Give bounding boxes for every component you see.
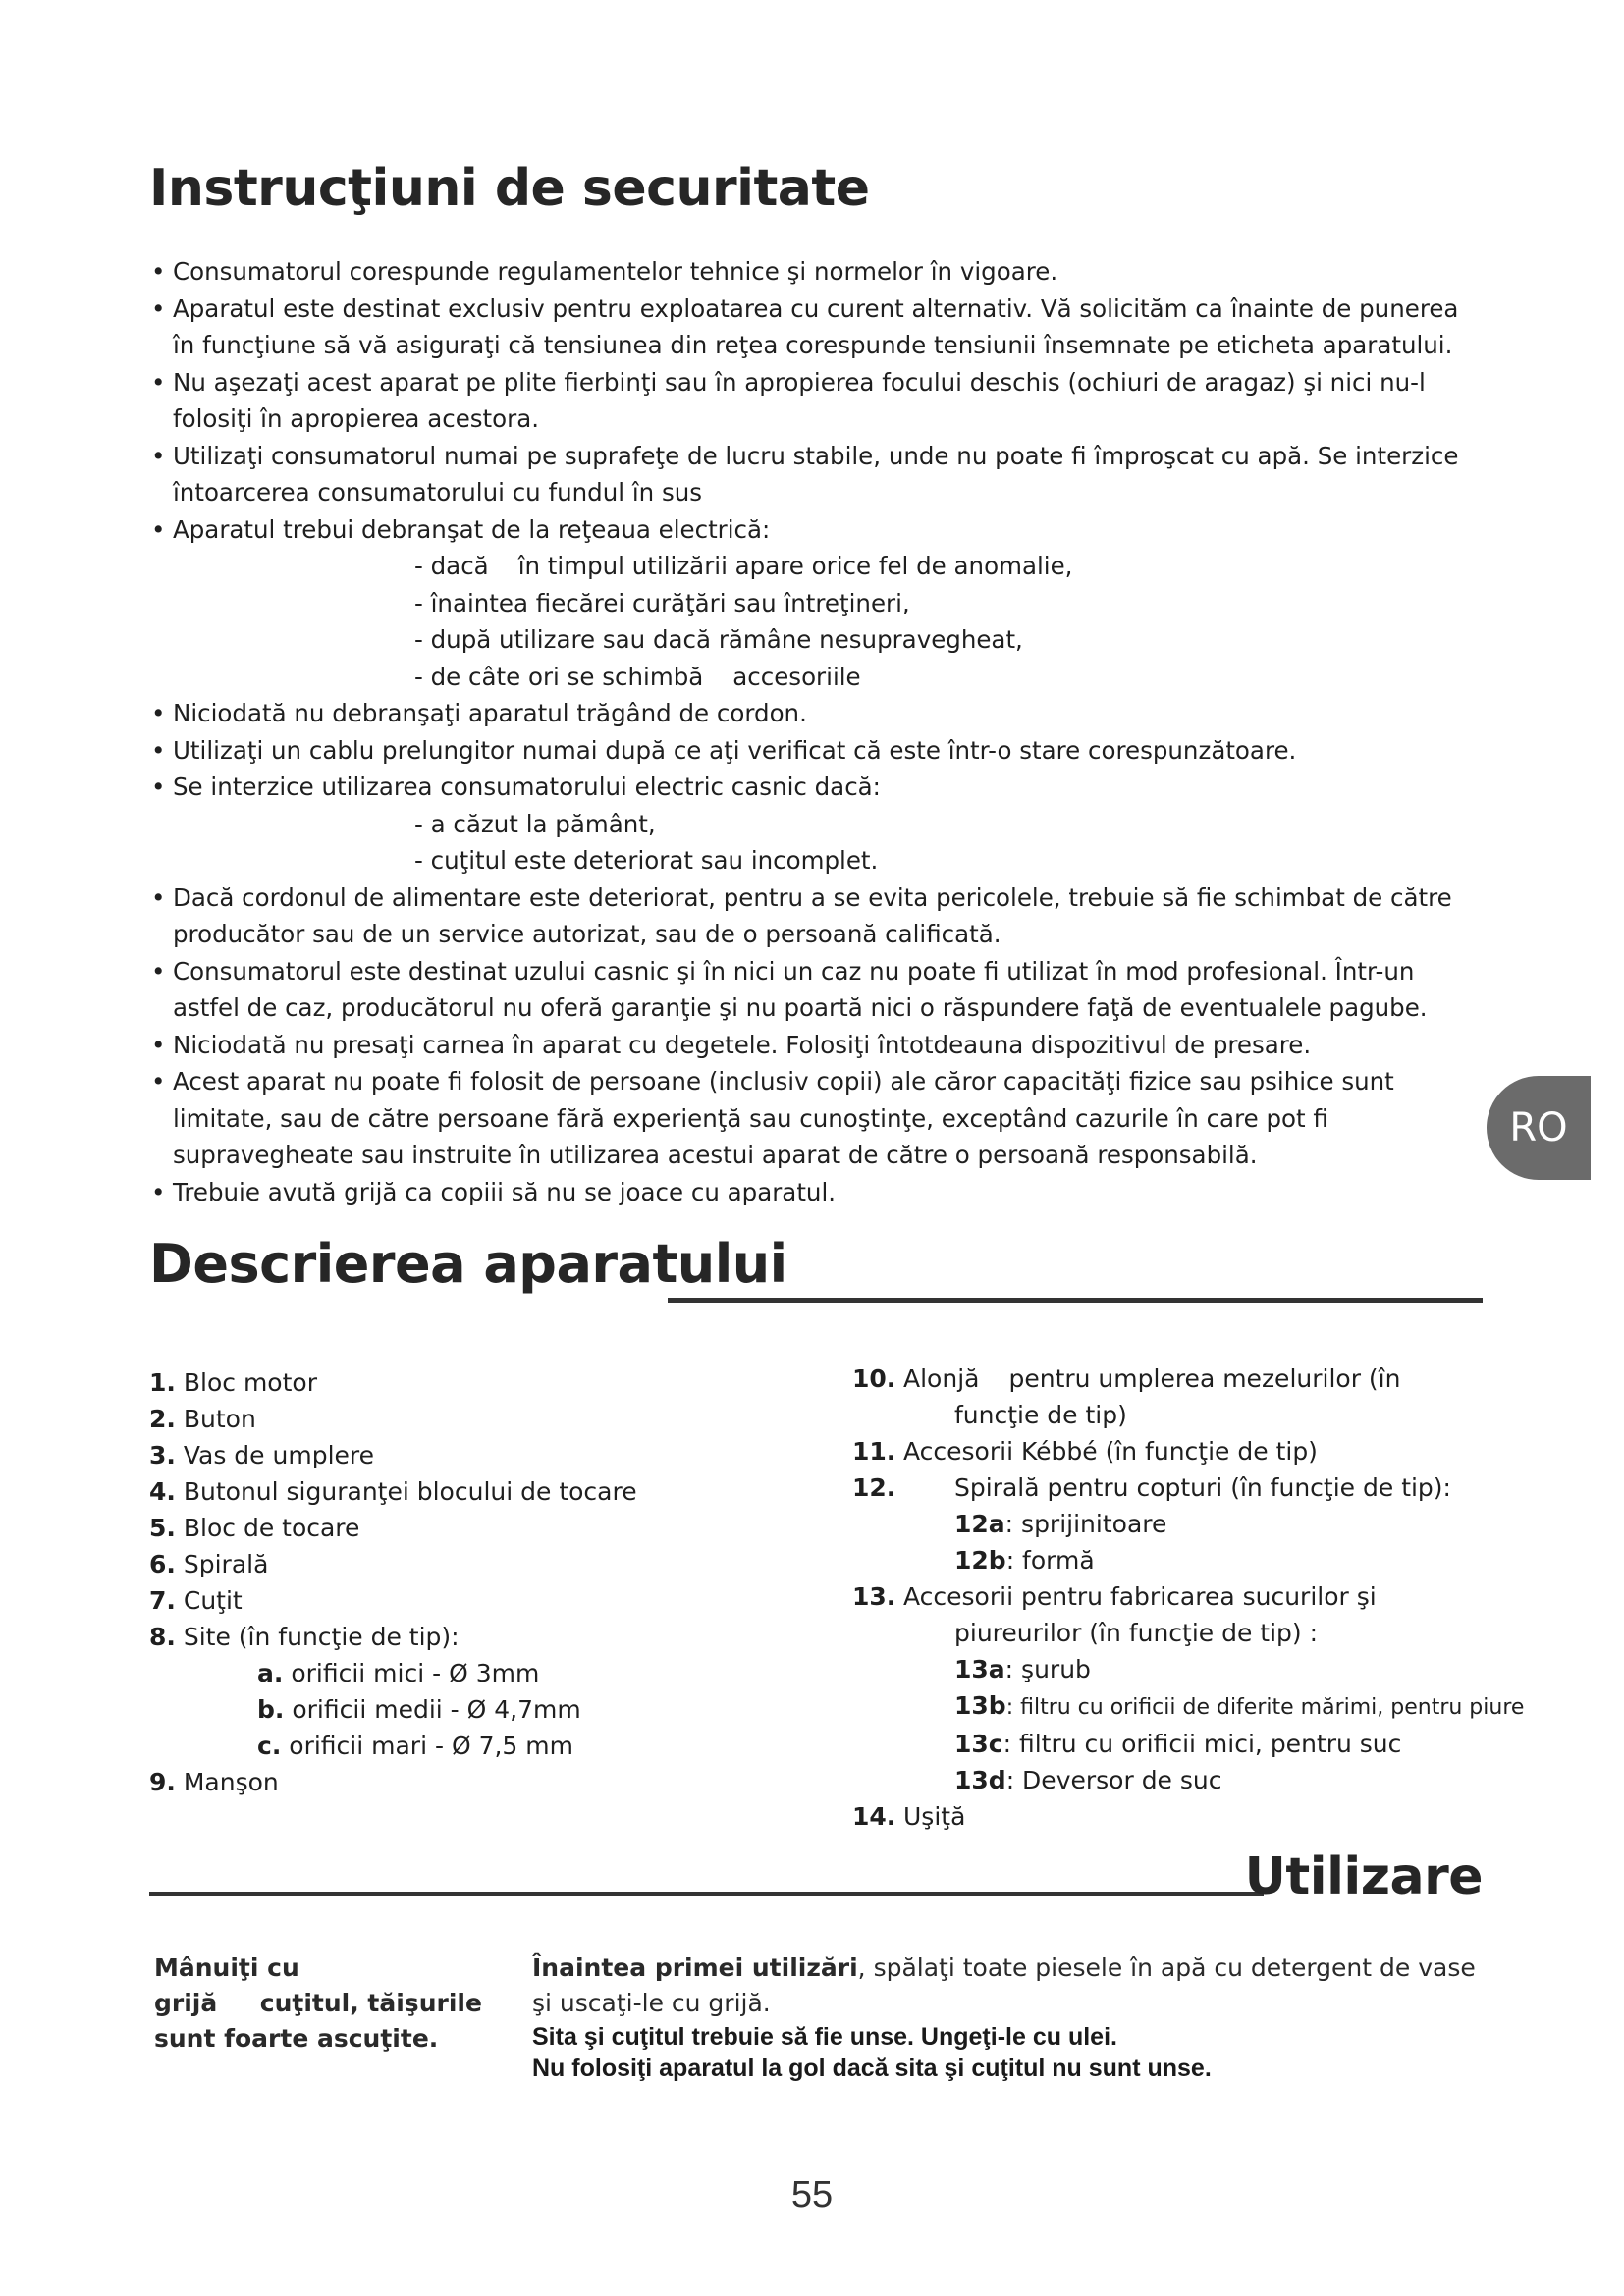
safety-item: • Dacă cordonul de alimentare este deteriorat, pentru a se evita pericolele, trebuie să fie schimbat de către producător sau de un service autorizat, sau de o persoană calificată.: [149, 880, 1485, 953]
part-label: Vas de umplere: [183, 1441, 375, 1469]
part-label: : sprijinitoare: [1004, 1510, 1167, 1538]
part-item: [852, 1433, 1530, 1469]
part-number: 13c: [954, 1730, 1003, 1758]
part-item: [149, 1546, 778, 1582]
safety-subitem: [149, 842, 1485, 880]
part-number: 11.: [852, 1437, 896, 1466]
safety-item: • Trebuie avută grijă ca copiii să nu se joace cu aparatul.: [149, 1174, 1485, 1211]
part-item: [852, 1798, 1530, 1835]
safety-item: • Niciodată nu debranşaţi aparatul trăgând de cordon.: [149, 695, 1485, 732]
safety-subitem: [149, 659, 1485, 696]
part-item: [852, 1361, 1530, 1397]
part-label: orificii mici - Ø 3mm: [291, 1659, 540, 1687]
part-label: Uşiţă: [903, 1802, 966, 1831]
part-item: [852, 1651, 1530, 1687]
safety-subitem-text: - după utilizare sau dacă rămâne nesupravegheat,: [414, 625, 1023, 654]
safety-item: • Acest aparat nu poate fi folosit de persoane (inclusiv copii) ale căror capacităţi fizice sau psihice sunt limitate, sau de către persoane fără experienţă sau cunoştinţe, exceptând cazurile în care pot fi supravegheate sau instruite în utilizarea acestui aparat de către o persoană responsabilă.: [149, 1063, 1485, 1174]
safety-subitem-text-2: în timpul utilizării apare orice fel de anomalie,: [517, 552, 1073, 580]
part-item: [149, 1510, 778, 1546]
part-label: Cuţit: [183, 1586, 243, 1615]
part-item: [149, 1691, 778, 1728]
safety-subitem: [149, 548, 1485, 585]
usage-title: Utilizare: [1244, 1847, 1483, 1906]
usage-title-rule: [149, 1892, 1264, 1896]
part-number: 7.: [149, 1586, 176, 1615]
part-label: Alonjă: [903, 1364, 980, 1393]
parts-list-right: [852, 1361, 1530, 1835]
part-label: Buton: [183, 1405, 256, 1433]
language-tab: RO: [1487, 1076, 1591, 1180]
part-number: 1.: [149, 1368, 176, 1397]
safety-item: • Consumatorul corespunde regulamentelor tehnice şi normelor în vigoare.: [149, 253, 1485, 291]
part-item: [149, 1619, 778, 1655]
part-label: orificii medii - Ø 4,7mm: [292, 1695, 581, 1724]
part-number: 9.: [149, 1768, 176, 1796]
part-label: Spirală pentru copturi (în funcţie de tip):: [954, 1473, 1451, 1502]
part-label: Bloc motor: [183, 1368, 317, 1397]
part-number: 12b: [954, 1546, 1006, 1575]
part-label: orificii mari - Ø 7,5 mm: [289, 1732, 573, 1760]
part-item: [852, 1615, 1530, 1651]
part-number: 8.: [149, 1623, 176, 1651]
safety-list: [149, 253, 1485, 1210]
part-item: [852, 1506, 1530, 1542]
part-label: Accesorii pentru fabricarea sucurilor şi: [903, 1582, 1377, 1611]
safety-item: • Niciodată nu presaţi carnea în aparat cu degetele. Folosiţi întotdeauna dispozitivul de presare.: [149, 1027, 1485, 1064]
part-label: Site (în funcţie de tip):: [183, 1623, 460, 1651]
knife-warning: [154, 1950, 508, 2056]
part-number: 13a: [954, 1655, 1005, 1683]
part-label: funcţie de tip): [954, 1401, 1127, 1429]
part-label: : filtru cu orificii mici, pentru suc: [1002, 1730, 1402, 1758]
first-use-instructions: [532, 1950, 1494, 2084]
part-label: : Deversor de suc: [1005, 1766, 1222, 1794]
part-number: 12.: [852, 1473, 896, 1502]
safety-subitem-text: - înaintea fiecărei curăţări sau întreţineri,: [414, 588, 910, 617]
part-label-continued: pentru umplerea mezelurilor (în: [1008, 1364, 1401, 1393]
safety-item: • Se interzice utilizarea consumatorului electric casnic dacă:: [149, 769, 1485, 806]
part-number: 14.: [852, 1802, 896, 1831]
part-number: 10.: [852, 1364, 896, 1393]
part-label: Bloc de tocare: [183, 1514, 360, 1542]
part-item: [149, 1364, 778, 1401]
parts-list-left: [149, 1364, 778, 1800]
part-item: [852, 1542, 1530, 1578]
safety-item: • Consumatorul este destinat uzului casnic şi în nici un caz nu poate fi utilizat în mod profesional. Într-un astfel de caz, producătorul nu oferă garanţie şi nu poartă nici o răspundere faţă de eventualele pagube.: [149, 953, 1485, 1027]
part-number: 13b: [954, 1691, 1006, 1720]
part-item: [852, 1397, 1530, 1433]
part-number: c.: [257, 1732, 282, 1760]
first-use-text: [532, 1950, 1494, 2021]
safety-item: • Aparatul este destinat exclusiv pentru exploatarea cu curent alternativ. Vă solicităm ca înainte de punerea în funcţiune să vă asiguraţi că tensiunea din reţea corespunde tensiunii însemnate pe eticheta aparatului.: [149, 291, 1485, 364]
part-item: [852, 1726, 1530, 1762]
safety-item: • Aparatul trebui debranşat de la reţeaua electrică:: [149, 511, 1485, 549]
part-item: [149, 1764, 778, 1800]
part-number: 13.: [852, 1582, 896, 1611]
part-item: [149, 1582, 778, 1619]
part-number: 4.: [149, 1477, 176, 1506]
safety-subitem-text: - a căzut la pământ,: [414, 809, 656, 838]
safety-subitem-text: - cuţitul este deteriorat sau incomplet.: [414, 846, 879, 875]
part-item: [149, 1728, 778, 1764]
knife-warning-part1: Mânuiţi cu grijă: [154, 1953, 299, 2017]
part-label: : filtru cu orificii de diferite mărimi, pentru piure: [1005, 1695, 1525, 1720]
description-title: Descrierea aparatului: [149, 1233, 787, 1295]
part-item: [852, 1762, 1530, 1798]
part-item: [149, 1655, 778, 1691]
part-number: 2.: [149, 1405, 176, 1433]
safety-subitem: [149, 585, 1485, 622]
safety-subitem: [149, 806, 1485, 843]
safety-subitem-text-2: accesoriile: [732, 662, 861, 691]
part-label: : şurub: [1004, 1655, 1091, 1683]
part-item: [852, 1469, 1530, 1506]
description-title-rule: [668, 1298, 1483, 1303]
part-number: 3.: [149, 1441, 176, 1469]
part-item: [149, 1437, 778, 1473]
part-label: piureurilor (în funcţie de tip) :: [954, 1619, 1319, 1647]
part-item: [852, 1578, 1530, 1615]
part-number: 5.: [149, 1514, 176, 1542]
part-label: : formă: [1005, 1546, 1095, 1575]
safety-subitem-text: - dacă: [414, 552, 489, 580]
part-number: 13d: [954, 1766, 1006, 1794]
part-item: [149, 1401, 778, 1437]
first-use-body: , spălaţi toate piesele în apă cu detergent de vase şi uscaţi-le cu grijă.: [532, 1953, 1476, 2017]
part-item: [149, 1473, 778, 1510]
part-label: Butonul siguranţei blocului de tocare: [183, 1477, 637, 1506]
safety-subitem-text: - de câte ori se schimbă: [414, 662, 704, 691]
safety-item: • Utilizaţi un cablu prelungitor numai după ce aţi verificat că este într-o stare corespunzătoare.: [149, 732, 1485, 770]
part-label: Manşon: [183, 1768, 279, 1796]
safety-title: Instrucţiuni de securitate: [149, 159, 870, 218]
safety-subitem: [149, 621, 1485, 659]
part-number: a.: [257, 1659, 284, 1687]
knife-warning-part2: cuţitul, tăişurile sunt foarte ascuţite.: [154, 1989, 482, 2053]
safety-item: • Utilizaţi consumatorul numai pe suprafeţe de lucru stabile, unde nu poate fi împroşcat cu apă. Se interzice întoarcerea consumatorului cu fundul în sus: [149, 438, 1485, 511]
first-use-label: Înaintea primei utilizări: [532, 1953, 858, 1982]
part-number: b.: [257, 1695, 285, 1724]
safety-item: • Nu aşezaţi acest aparat pe plite fierbinţi sau în apropierea focului deschis (ochiuri de aragaz) şi nici nu-l folosiţi în apropierea acestora.: [149, 364, 1485, 438]
part-label: Accesorii Kébbé (în funcţie de tip): [903, 1437, 1318, 1466]
lubrication-note: Sita şi cuţitul trebuie să fie unse. Ungeţi-le cu ulei.: [532, 2023, 1117, 2051]
empty-run-warning: Nu folosiţi aparatul la gol dacă sita şi cuţitul nu sunt unse.: [532, 2055, 1212, 2082]
part-number: 6.: [149, 1550, 176, 1578]
part-label: Spirală: [183, 1550, 269, 1578]
part-number: 12a: [954, 1510, 1005, 1538]
part-item: [852, 1687, 1530, 1726]
page-number: 55: [790, 2174, 834, 2216]
